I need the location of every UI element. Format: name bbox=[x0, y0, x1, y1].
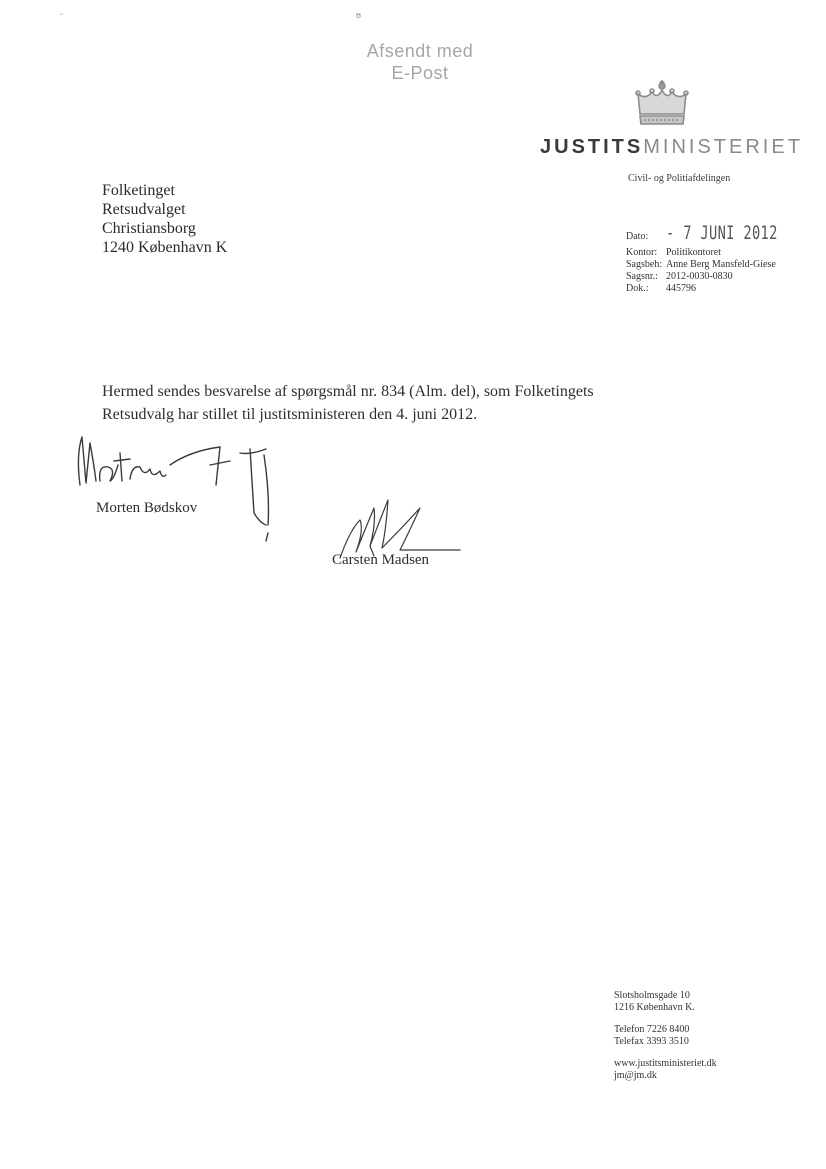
recipient-line-1: Folketinget bbox=[102, 182, 175, 199]
signature-morten-bodskov bbox=[70, 425, 285, 545]
letter-body: Hermed sendes besvarelse af spørgsmål nr. 834 (Alm. del), som Folketingets Retsudvalg har stillet til justitsministeren den 4. juni 2012. bbox=[102, 383, 594, 423]
crown-logo-icon bbox=[632, 78, 692, 130]
kontor-value: Politikontoret bbox=[666, 247, 721, 258]
recipient-line-4: 1240 København K bbox=[102, 239, 228, 256]
stamp-line-2: E-Post bbox=[391, 63, 449, 83]
ministry-name-bold: JUSTITS bbox=[540, 136, 644, 158]
footer-web-link[interactable]: www.justitsministeriet.dk bbox=[614, 1058, 717, 1069]
date-label: Dato: bbox=[626, 231, 649, 242]
sagsbeh-value: Anne Berg Mansfeld-Giese bbox=[666, 259, 776, 270]
signatory-name-2: Carsten Madsen bbox=[332, 552, 430, 568]
sagsbeh-label: Sagsbeh: bbox=[626, 259, 663, 270]
ministry-name bbox=[540, 136, 803, 159]
date-stamp: - 7 JUNI 2012 bbox=[666, 222, 778, 244]
stamp-line-1: Afsendt med bbox=[366, 41, 474, 61]
footer-contact bbox=[614, 990, 717, 1082]
signature-carsten-madsen bbox=[330, 490, 470, 560]
sagsnr-label: Sagsnr.: bbox=[626, 271, 658, 282]
department: Civil- og Politiafdelingen bbox=[628, 173, 731, 184]
scan-mark: ˇ bbox=[60, 12, 63, 22]
sagsnr-value: 2012-0030-0830 bbox=[666, 271, 733, 282]
sent-by-email-stamp bbox=[355, 40, 485, 84]
footer-city: 1216 København K. bbox=[614, 1002, 695, 1013]
footer-email-link[interactable]: jm@jm.dk bbox=[614, 1070, 657, 1081]
signatory-name-1: Morten Bødskov bbox=[96, 500, 198, 516]
recipient-line-2: Retsudvalget bbox=[102, 201, 186, 218]
recipient-address bbox=[102, 181, 227, 257]
footer-street: Slotsholmsgade 10 bbox=[614, 990, 690, 1001]
dok-value: 445796 bbox=[666, 283, 696, 294]
scan-mark-top: ʊ bbox=[356, 10, 361, 20]
recipient-line-3: Christiansborg bbox=[102, 220, 196, 237]
ministry-name-light: MINISTERIET bbox=[643, 136, 803, 158]
reference-block bbox=[626, 222, 781, 295]
footer-telefon: Telefon 7226 8400 bbox=[614, 1024, 690, 1035]
footer-telefax: Telefax 3393 3510 bbox=[614, 1036, 689, 1047]
dok-label: Dok.: bbox=[626, 283, 649, 294]
kontor-label: Kontor: bbox=[626, 247, 658, 258]
